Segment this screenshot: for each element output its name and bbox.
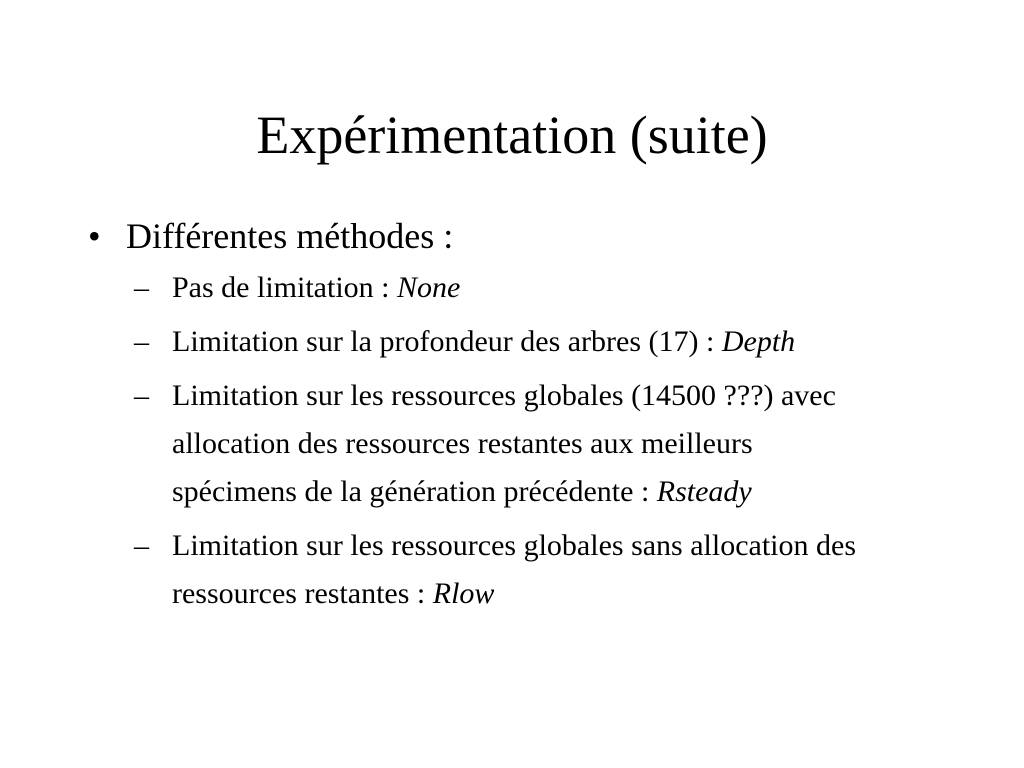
method-name: None — [397, 271, 461, 304]
bullet-list — [88, 212, 968, 624]
sub-bullet-item-depth — [134, 318, 862, 366]
method-name: Depth — [721, 325, 796, 358]
bullet-item — [88, 212, 968, 618]
method-name: Rlow — [432, 577, 495, 610]
bullet-text: Différentes méthodes : — [126, 216, 454, 256]
sub-bullet-list — [126, 264, 968, 618]
sub-bullet-item-none — [134, 264, 862, 312]
sub-bullet-text: Limitation sur la profondeur des arbres (17) : — [172, 325, 722, 358]
dash-icon: – — [134, 325, 149, 358]
sub-bullet-text: Limitation sur les ressources globales (14500 ???) avec allocation des ressources restantes aux meilleurs spécimens de la génération précédente : — [172, 379, 836, 508]
sub-bullet-item-rlow — [134, 522, 862, 618]
sub-bullet-item-rsteady — [134, 372, 862, 516]
sub-bullet-text: Pas de limitation : — [172, 271, 397, 304]
bullet-dot-icon: • — [88, 216, 101, 256]
slide-title: Expérimentation (suite) — [256, 105, 768, 165]
dash-icon: – — [134, 379, 149, 412]
sub-bullet-text: Limitation sur les ressources globales sans allocation des ressources restantes : — [172, 529, 857, 610]
method-name: Rsteady — [656, 475, 752, 508]
dash-icon: – — [134, 271, 149, 304]
dash-icon: – — [134, 529, 149, 562]
